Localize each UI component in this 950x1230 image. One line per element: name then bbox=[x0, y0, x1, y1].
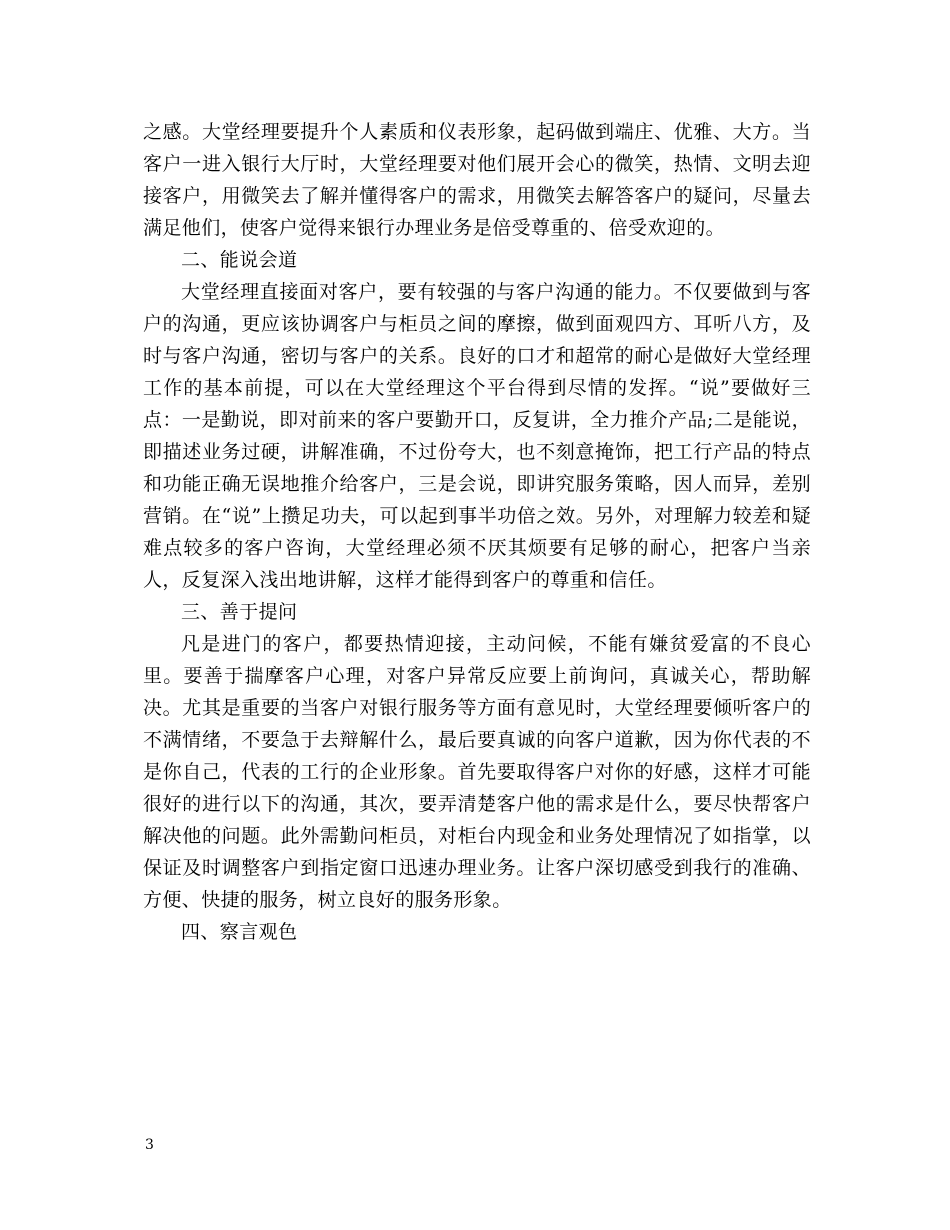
paragraph-continuation: 之感。大堂经理要提升个人素质和仪表形象，起码做到端庄、优雅、大方。当客户一进入银行大厅时，大堂经理要对他们展开会心的微笑，热情、文明去迎接客户，用微笑去了解并懂得客户的需求，用微笑去解答客户的疑问，尽量去满足他们，使客户觉得来银行办理业务是倍受尊重的、倍受欢迎的。 bbox=[143, 121, 811, 239]
section-heading-2: 二、能说会道 bbox=[181, 249, 298, 271]
section-heading-4: 四、察言观色 bbox=[181, 921, 298, 943]
document-body bbox=[143, 116, 811, 948]
section-heading-3: 三、善于提问 bbox=[181, 601, 298, 623]
paragraph-section-2: 大堂经理直接面对客户，要有较强的与客户沟通的能力。不仅要做到与客户的沟通，更应该协调客户与柜员之间的摩擦，做到面观四方、耳听八方，及时与客户沟通，密切与客户的关系。良好的口才和超常的耐心是做好大堂经理工作的基本前提，可以在大堂经理这个平台得到尽情的发挥。“说”要做好三点：一是勤说，即对前来的客户要勤开口，反复讲，全力推介产品;二是能说，即描述业务过硬，讲解准确，不过份夸大，也不刻意掩饰，把工行产品的特点和功能正确无误地推介给客户，三是会说，即讲究服务策略，因人而异，差别营销。在“说”上攒足功夫，可以起到事半功倍之效。另外，对理解力较差和疑难点较多的客户咨询，大堂经理必须不厌其烦要有足够的耐心，把客户当亲人，反复深入浅出地讲解，这样才能得到客户的尊重和信任。 bbox=[143, 281, 811, 591]
paragraph-section-3: 凡是进门的客户，都要热情迎接，主动问候，不能有嫌贫爱富的不良心里。要善于揣摩客户心理，对客户异常反应要上前询问，真诚关心，帮助解决。尤其是重要的当客户对银行服务等方面有意见时，大堂经理要倾听客户的不满情绪，不要急于去辩解什么，最后要真诚的向客户道歉，因为你代表的不是你自己，代表的工行的企业形象。首先要取得客户对你的好感，这样才可能很好的进行以下的沟通，其次，要弄清楚客户他的需求是什么，要尽快帮客户解决他的问题。此外需勤问柜员，对柜台内现金和业务处理情况了如指掌，以保证及时调整客户到指定窗口迅速办理业务。让客户深切感受到我行的准确、方便、快捷的服务，树立良好的服务形象。 bbox=[143, 633, 811, 911]
page-number: 3 bbox=[145, 1137, 154, 1153]
